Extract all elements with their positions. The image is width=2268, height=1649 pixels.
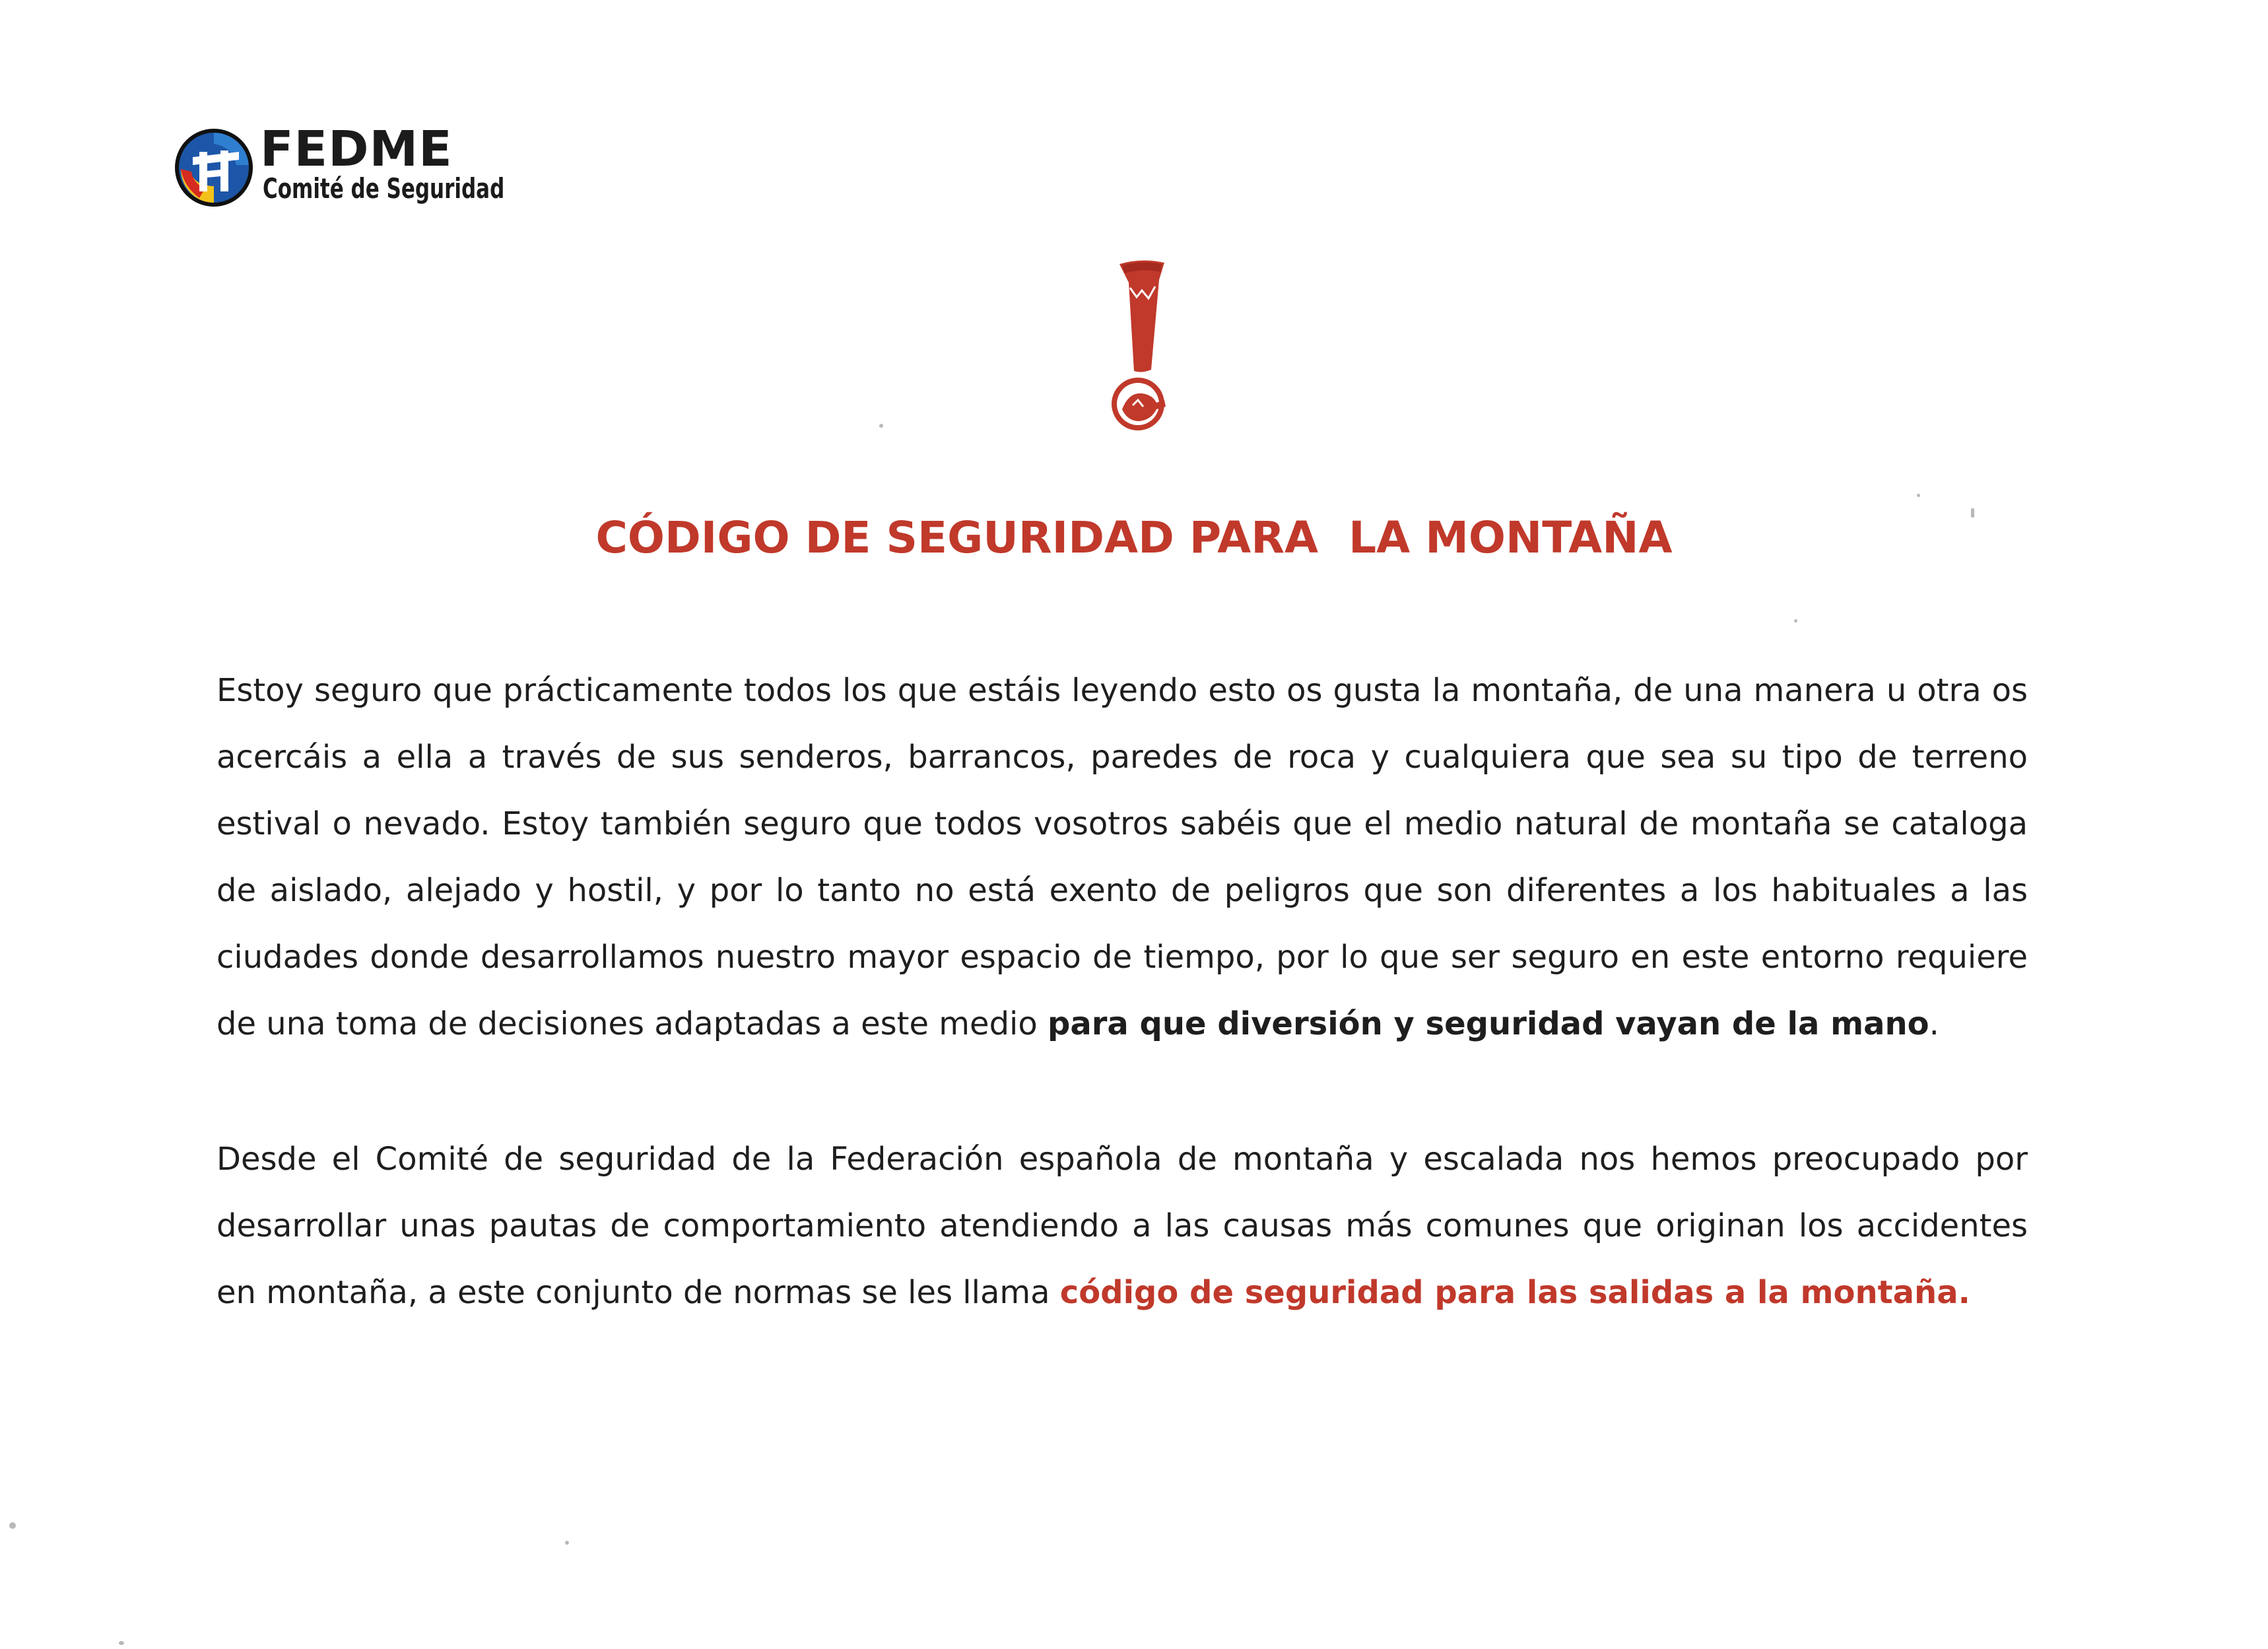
- scan-speck: [565, 1541, 569, 1545]
- fedme-emblem-icon: [173, 125, 257, 210]
- scan-speck: [9, 1522, 16, 1529]
- scan-speck: [1917, 494, 1920, 497]
- scan-speck: [119, 1641, 124, 1645]
- committee-text: Desde el Comité de seguridad de la Federación española de montaña y escalada nos hemos preocupado por desarrollar unas pautas de comportamiento atendiendo a las causas más comunes que originan los accidentes en montaña, a este conjunto de normas se les llama: [217, 1141, 2028, 1311]
- logo-title: FEDME: [260, 121, 453, 178]
- intro-paragraph: [217, 657, 2028, 1058]
- scan-speck: [1971, 508, 1974, 518]
- committee-paragraph: [217, 1126, 2028, 1326]
- scan-speck: [1794, 619, 1797, 623]
- fedme-logo: [173, 121, 543, 211]
- scan-speck: [879, 424, 883, 428]
- logo-subtitle: Comité de Seguridad: [263, 172, 505, 205]
- safety-code-highlight: código de seguridad para las salidas a la montaña.: [1059, 1274, 1970, 1311]
- intro-end: .: [1929, 1005, 1939, 1042]
- intro-text: Estoy seguro que prácticamente todos los que estáis leyendo esto os gusta la montaña, de una manera u otra os acercáis a ella a través de sus senderos, barrancos, paredes de roca y cualquiera que sea su tipo de terreno estival o nevado. Estoy también seguro que todos vosotros sabéis que el medio natural de montaña se cataloga de aislado, alejado y hostil, y por lo tanto no está exento de peligros que son diferentes a los habituales a las ciudades donde desarrollamos nuestro mayor espacio de tiempo, por lo que ser seguro en este entorno requiere de una toma de decisiones adaptadas a este medio: [217, 672, 2028, 1042]
- intro-emphasis: para que diversión y seguridad vayan de la mano: [1048, 1005, 1929, 1042]
- exclamation-mountain-icon: [1096, 253, 1188, 438]
- document-title: CÓDIGO DE SEGURIDAD PARA LA MONTAÑA: [595, 512, 1673, 563]
